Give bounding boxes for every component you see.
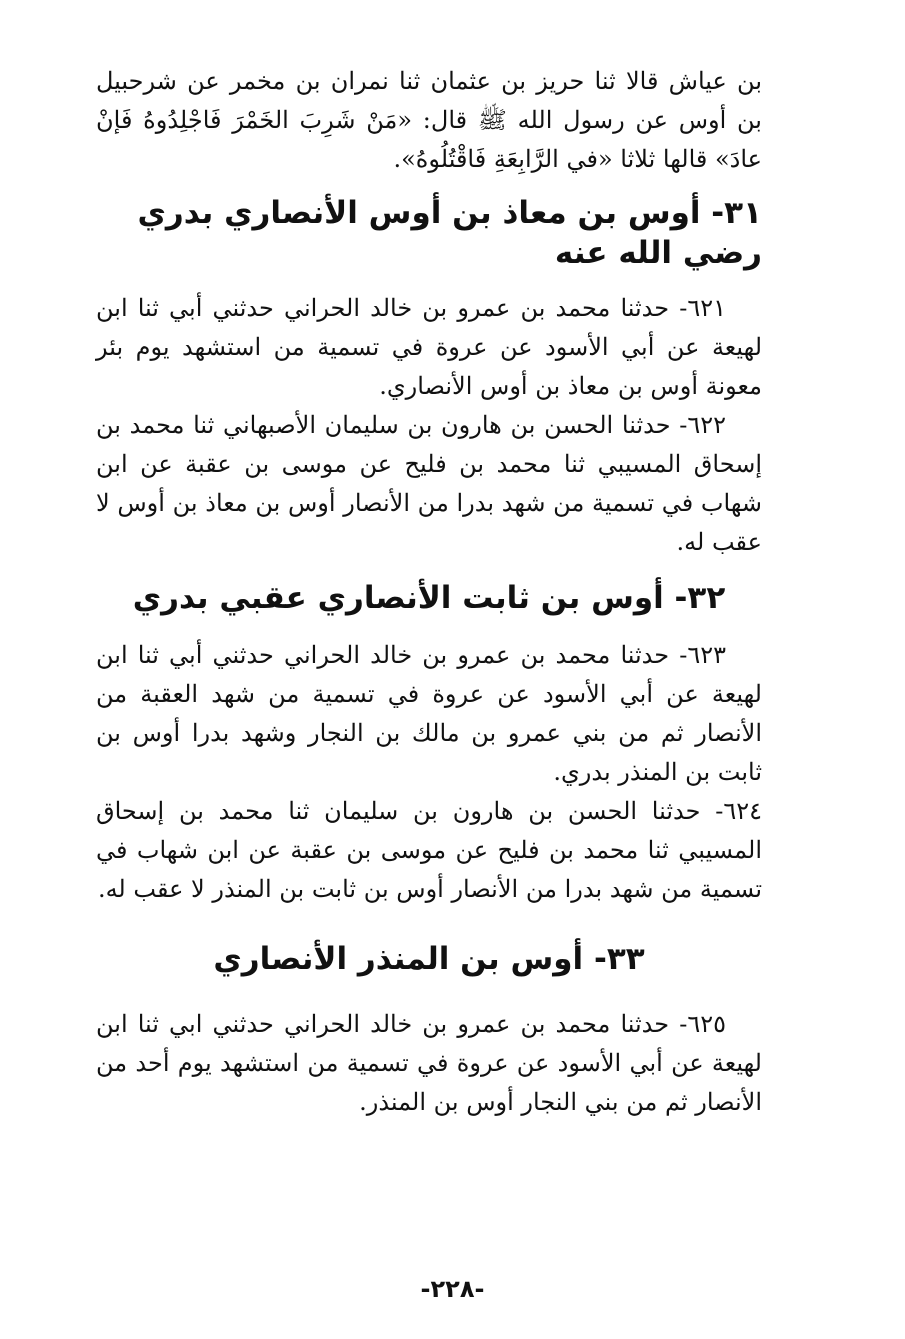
section-heading-32: ٣٢- أوس بن ثابت الأنصاري عقبي بدري (132, 580, 726, 616)
hadith-paragraph-623: ٦٢٣- حدثنا محمد بن عمرو بن خالد الحراني حدثني أبي ثنا ابن لهيعة عن أبي الأسود عن عروة في تسمية من شهد العقبة من الأنصار ثم من بني عمرو بن مالك بن النجار وشهد بدرا أوس بن ثابت بن المنذر بدري. (96, 641, 762, 786)
hadith-paragraph-622: ٦٢٢- حدثنا الحسن بن هارون بن سليمان الأصبهاني ثنا محمد بن إسحاق المسيبي ثنا محمد بن فليح عن موسى بن عقبة عن ابن شهاب في تسمية من شهد بدرا من الأنصار أوس بن معاذ بن أوس لا عقب له. (96, 411, 762, 556)
hadith-paragraph-625: ٦٢٥- حدثنا محمد بن عمرو بن خالد الحراني حدثني ابي ثنا ابن لهيعة عن أبي الأسود عن عروة في تسمية من استشهد يوم أحد من الأنصار ثم من بني النجار أوس بن المنذر. (96, 1010, 762, 1116)
intro-paragraph: بن عياش قالا ثنا حريز بن عثمان ثنا نمران بن مخمر عن شرحبيل بن أوس عن رسول الله ﷺ قال: «مَنْ شَرِبَ الخَمْرَ فَاجْلِدُوهُ فَإنْ عادَ» قالها ثلاثا «في الرَّابِعَةِ فَاقْتُلُوهُ». (96, 67, 762, 173)
hadith-paragraph-624: ٦٢٤- حدثنا الحسن بن هارون بن سليمان ثنا محمد بن إسحاق المسيبي ثنا محمد بن فليح عن موسى بن عقبة عن ابن شهاب في تسمية من شهد بدرا من الأنصار أوس بن ثابت بن المنذر لا عقب له. (96, 797, 762, 903)
document-page (96, 62, 762, 1122)
section-heading-31: ٣١- أوس بن معاذ بن أوس الأنصاري بدري رضي الله عنه (137, 195, 762, 271)
section-heading-33: ٣٣- أوس بن المنذر الأنصاري (213, 941, 645, 977)
hadith-paragraph-621: ٦٢١- حدثنا محمد بن عمرو بن خالد الحراني حدثني أبي ثنا ابن لهيعة عن أبي الأسود عن عروة في تسمية من استشهد يوم بئر معونة أوس بن معاذ بن أوس الأنصاري. (96, 294, 762, 400)
page-number: -٢٢٨- (420, 1275, 485, 1303)
